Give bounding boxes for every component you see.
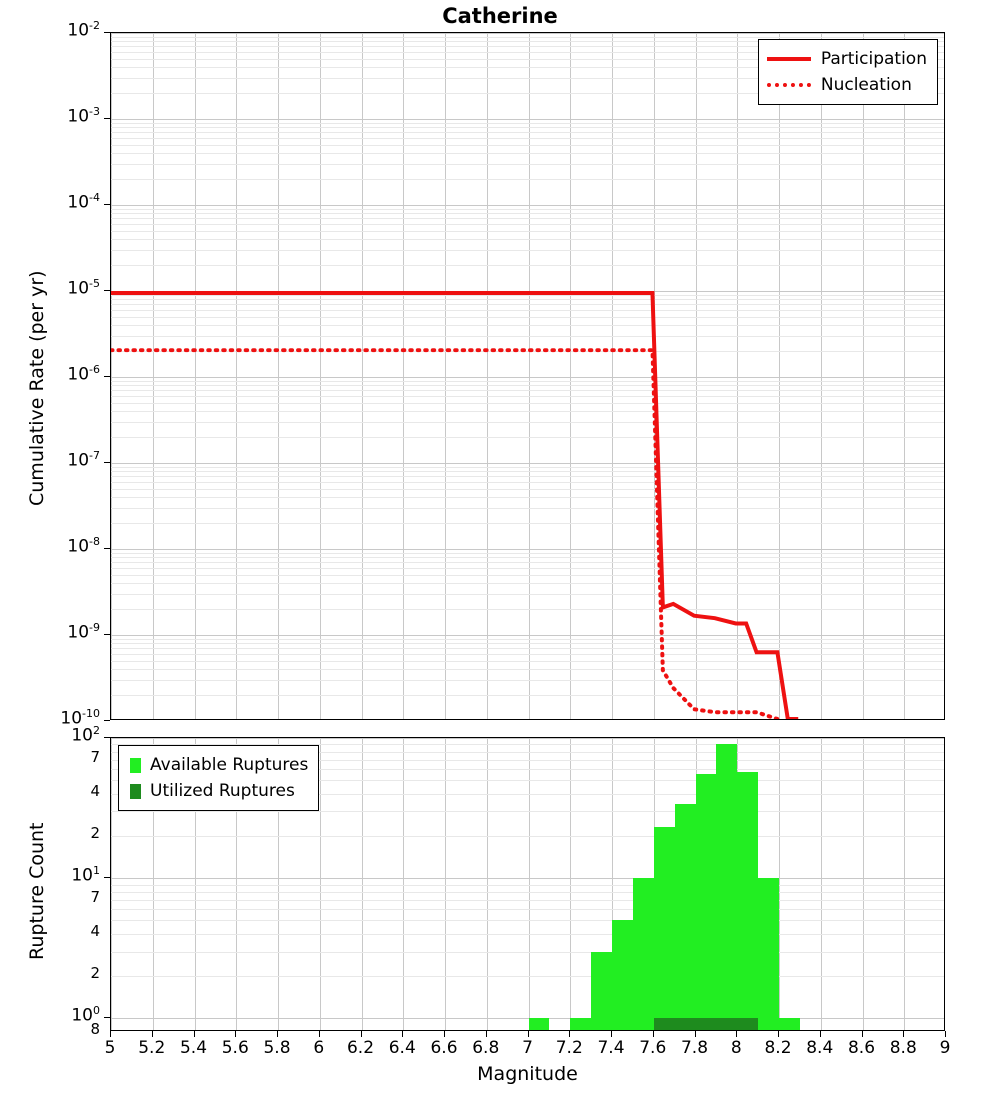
x-tick-mark bbox=[528, 1031, 529, 1037]
utilized-color-swatch bbox=[130, 784, 141, 799]
x-tick-mark bbox=[820, 1031, 821, 1037]
bar-available bbox=[675, 804, 696, 1031]
legend-rate bbox=[758, 39, 938, 105]
y-tick-label: $10^{-9}$ bbox=[67, 621, 100, 643]
bar-available bbox=[737, 772, 758, 1031]
y-tick-mark bbox=[104, 32, 110, 33]
x-tick-label: 8.2 bbox=[764, 1038, 792, 1058]
gridline-horizontal bbox=[111, 1018, 944, 1019]
x-tick-mark bbox=[194, 1031, 195, 1037]
y-tick-mark bbox=[104, 548, 110, 549]
y-tick-label-minor: 2 bbox=[90, 964, 100, 983]
y-tick-mark bbox=[104, 737, 110, 738]
x-tick-mark bbox=[736, 1031, 737, 1037]
x-tick-label: 6.2 bbox=[346, 1038, 375, 1058]
curve-participation bbox=[111, 293, 798, 719]
dotted-line-icon bbox=[767, 83, 811, 87]
x-tick-label: 6.6 bbox=[430, 1038, 458, 1058]
y-tick-label-minor: 4 bbox=[90, 922, 100, 940]
x-tick-label: 5.6 bbox=[221, 1038, 249, 1058]
y-tick-label: $10^{-8}$ bbox=[67, 535, 100, 557]
x-tick-label: 5.2 bbox=[138, 1038, 166, 1058]
legend-item-nucleation bbox=[767, 72, 927, 98]
y-tick-label: $10^{-3}$ bbox=[67, 105, 100, 127]
x-tick-label: 7.6 bbox=[639, 1038, 667, 1058]
x-tick-label: 8.4 bbox=[806, 1038, 834, 1058]
x-tick-label: 5.8 bbox=[263, 1038, 291, 1058]
bar-utilized bbox=[675, 1018, 696, 1031]
x-tick-label: 7.2 bbox=[555, 1038, 583, 1058]
y-axis-label-top: Cumulative Rate (per yr) bbox=[26, 270, 48, 506]
gridline-horizontal bbox=[111, 934, 944, 935]
x-tick-label: 5 bbox=[104, 1038, 116, 1058]
y-tick-label: $10^{-5}$ bbox=[67, 277, 100, 299]
gridline-horizontal bbox=[111, 738, 944, 739]
bar-available bbox=[612, 920, 633, 1031]
x-tick-label: 8 bbox=[730, 1038, 742, 1058]
bar-available bbox=[591, 952, 612, 1031]
legend-ruptures bbox=[118, 745, 319, 811]
bar-available bbox=[758, 878, 779, 1031]
x-tick-mark bbox=[653, 1031, 654, 1037]
bar-available bbox=[716, 744, 737, 1031]
x-tick-label: 8.8 bbox=[889, 1038, 917, 1058]
x-tick-label: 8.6 bbox=[847, 1038, 876, 1058]
x-tick-label: 6.4 bbox=[388, 1038, 416, 1058]
x-tick-mark bbox=[695, 1031, 696, 1037]
y-tick-label: $10^{-10}$ bbox=[60, 707, 100, 729]
y-tick-mark bbox=[104, 1017, 110, 1018]
bar-available bbox=[654, 827, 675, 1031]
x-tick-mark bbox=[319, 1031, 320, 1037]
y-tick-label-minor: 7 bbox=[90, 887, 100, 906]
y-tick-mark bbox=[104, 290, 110, 291]
gridline-horizontal bbox=[111, 892, 944, 893]
y-tick-label: $10^2$ bbox=[71, 724, 100, 746]
x-tick-mark bbox=[277, 1031, 278, 1037]
x-tick-mark bbox=[778, 1031, 779, 1037]
legend-item-participation bbox=[767, 46, 927, 72]
rupture-count-plot bbox=[110, 737, 945, 1031]
bar-available bbox=[696, 774, 717, 1031]
legend-label-participation: Participation bbox=[820, 49, 927, 69]
x-tick-label: 6.8 bbox=[472, 1038, 500, 1058]
bar-available bbox=[570, 1018, 591, 1031]
solid-line-icon bbox=[767, 57, 811, 61]
gridline-horizontal bbox=[111, 900, 944, 901]
x-tick-label: 9 bbox=[939, 1038, 951, 1058]
x-tick-mark bbox=[862, 1031, 863, 1037]
y-tick-mark bbox=[104, 634, 110, 635]
gridline-horizontal bbox=[111, 909, 944, 910]
y-tick-mark bbox=[104, 462, 110, 463]
y-axis-label-bottom: Rupture Count bbox=[26, 822, 48, 960]
x-tick-mark bbox=[152, 1031, 153, 1037]
y-tick-mark bbox=[104, 877, 110, 878]
x-tick-label: 7.4 bbox=[597, 1038, 625, 1058]
x-tick-mark bbox=[945, 1031, 946, 1037]
gridline-horizontal bbox=[111, 920, 944, 921]
cumulative-rate-plot bbox=[110, 32, 945, 720]
legend-item-available bbox=[127, 752, 308, 778]
x-tick-mark bbox=[444, 1031, 445, 1037]
x-axis-label: Magnitude bbox=[477, 1063, 578, 1085]
curve-nucleation bbox=[111, 350, 777, 719]
available-color-swatch bbox=[130, 758, 141, 773]
y-tick-mark bbox=[104, 376, 110, 377]
gridline-horizontal bbox=[111, 885, 944, 886]
bar-utilized bbox=[654, 1018, 675, 1031]
y-tick-label: $10^1$ bbox=[71, 864, 100, 886]
y-tick-mark bbox=[104, 118, 110, 119]
y-tick-label-minor: 4 bbox=[90, 781, 100, 800]
x-tick-mark bbox=[486, 1031, 487, 1037]
x-tick-mark bbox=[903, 1031, 904, 1037]
x-tick-label: 5.4 bbox=[179, 1038, 208, 1058]
y-tick-label-minor: 8 bbox=[90, 1020, 100, 1038]
gridline-horizontal bbox=[111, 811, 944, 812]
y-tick-mark bbox=[104, 204, 110, 205]
legend-item-utilized bbox=[127, 778, 308, 804]
x-tick-label: 7.8 bbox=[680, 1038, 709, 1058]
bar-utilized bbox=[737, 1018, 758, 1031]
y-tick-label: $10^{-7}$ bbox=[67, 449, 100, 471]
legend-label-nucleation: Nucleation bbox=[820, 75, 912, 95]
x-tick-mark bbox=[361, 1031, 362, 1037]
bar-utilized bbox=[696, 1018, 717, 1031]
y-tick-label: $10^{-6}$ bbox=[67, 363, 100, 385]
y-tick-label-minor: 7 bbox=[90, 747, 100, 766]
gridline-horizontal bbox=[111, 952, 944, 953]
gridline-horizontal bbox=[111, 836, 944, 837]
gridline-horizontal bbox=[111, 976, 944, 977]
x-tick-mark bbox=[402, 1031, 403, 1037]
y-tick-mark bbox=[104, 720, 110, 721]
y-tick-label: $10^{-4}$ bbox=[67, 191, 100, 213]
y-tick-label: $10^0$ bbox=[71, 1004, 100, 1027]
page-title: Catherine bbox=[442, 4, 558, 28]
x-tick-mark bbox=[110, 1031, 111, 1037]
legend-label-utilized: Utilized Ruptures bbox=[150, 781, 295, 801]
bar-available bbox=[779, 1018, 800, 1031]
x-tick-mark bbox=[235, 1031, 236, 1037]
y-tick-label: $10^{-2}$ bbox=[67, 19, 100, 41]
x-tick-label: 6 bbox=[313, 1038, 325, 1058]
bar-available bbox=[633, 878, 654, 1031]
bar-utilized bbox=[716, 1018, 737, 1031]
x-tick-label: 7 bbox=[522, 1038, 533, 1058]
rate-curves bbox=[111, 33, 944, 719]
x-tick-mark bbox=[569, 1031, 570, 1037]
legend-label-available: Available Ruptures bbox=[150, 755, 309, 775]
gridline-horizontal bbox=[111, 878, 944, 879]
x-tick-mark bbox=[611, 1031, 612, 1037]
y-tick-label-minor: 2 bbox=[90, 824, 100, 842]
bar-available bbox=[529, 1018, 550, 1031]
